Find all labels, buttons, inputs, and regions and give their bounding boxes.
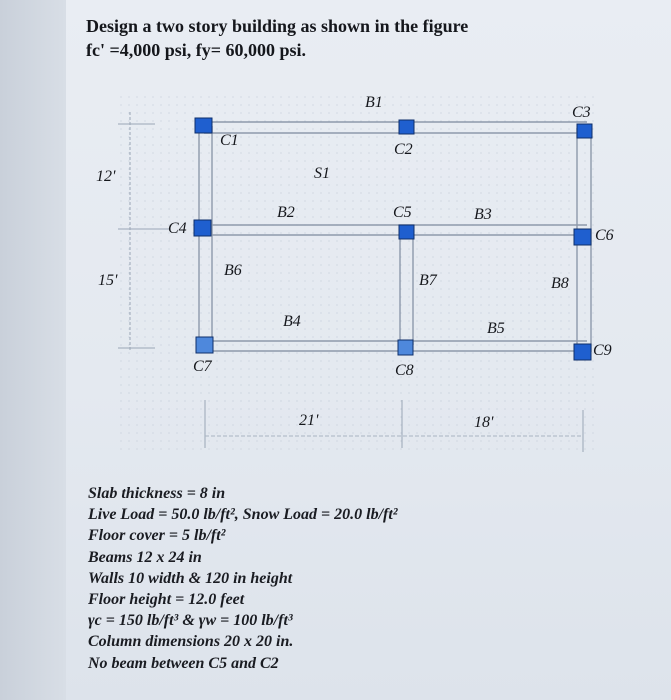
design-notes [88, 483, 398, 674]
label-C7: C7 [193, 358, 212, 375]
label-B2: B2 [277, 204, 295, 221]
label-C8: C8 [395, 362, 414, 379]
note-beams: Beams 12 x 24 in [88, 548, 202, 566]
label-C6: C6 [595, 227, 614, 244]
dim-span-right: 18' [474, 414, 494, 431]
column-C5 [399, 225, 414, 239]
column-C3 [577, 124, 592, 138]
note-columns: Column dimensions 20 x 20 in. [88, 633, 294, 651]
column-C2 [399, 120, 414, 134]
label-B7: B7 [419, 272, 437, 289]
label-C4: C4 [168, 220, 187, 237]
label-C9: C9 [593, 342, 612, 359]
column-C4 [194, 220, 211, 236]
column-C8 [398, 340, 413, 355]
label-S1: S1 [314, 165, 330, 182]
note-slab: Slab thickness = 8 in [88, 485, 226, 502]
label-B4: B4 [283, 313, 301, 330]
label-C1: C1 [220, 132, 239, 149]
label-B1: B1 [365, 94, 383, 111]
column-C7 [196, 337, 213, 353]
label-B8: B8 [551, 275, 569, 292]
dim-bay-top: 12' [96, 168, 116, 185]
dim-span-left: 21' [299, 412, 319, 429]
heading-line-2: fc' =4,000 psi, fy= 60,000 psi. [86, 40, 307, 60]
column-C6 [574, 229, 591, 245]
label-B3: B3 [474, 206, 492, 223]
label-B6: B6 [224, 262, 242, 279]
note-loads: Live Load = 50.0 lb/ft², Snow Load = 20.0 lb/ft² [88, 506, 398, 524]
column-C9 [574, 344, 591, 360]
heading-line-1: Design a two story building as shown in the figure [86, 16, 469, 36]
note-floor-height: Floor height = 12.0 feet [88, 591, 245, 609]
column-C1 [195, 118, 212, 133]
note-floor-cover: Floor cover = 5 lb/ft² [88, 527, 226, 545]
note-walls: Walls 10 width & 120 in height [88, 569, 293, 587]
dim-bay-bottom: 15' [98, 272, 118, 289]
label-C2: C2 [394, 141, 413, 158]
label-B5: B5 [487, 320, 505, 337]
note-unit-weights: γc = 150 lb/ft³ & γw = 100 lb/ft³ [88, 612, 293, 630]
note-no-beam: No beam between C5 and C2 [88, 654, 279, 672]
label-C5: C5 [393, 204, 412, 221]
label-C3: C3 [572, 104, 591, 121]
